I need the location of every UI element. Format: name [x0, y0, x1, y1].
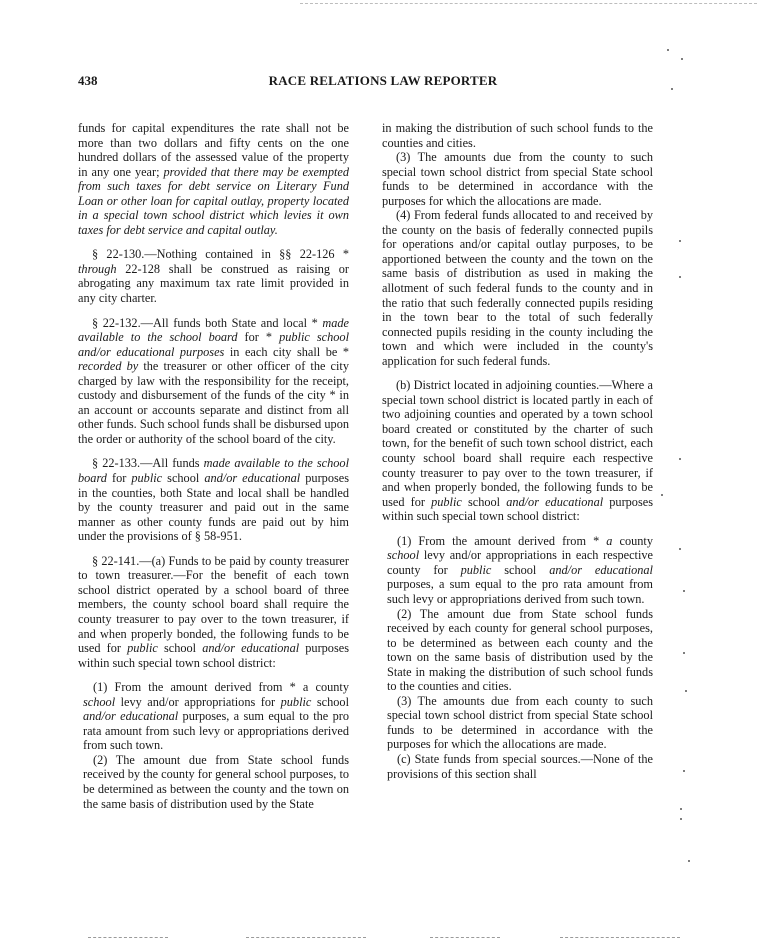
right-column	[382, 121, 653, 781]
scan-speck	[683, 652, 685, 654]
scan-speck	[683, 770, 685, 772]
paragraph-b: (b) District located in adjoining counties.—Where a special town school district is located partly in each of two adjoining counties and operated by a town school board created or constituted by the charter of such town, for the benefit of such town school district, each county school board shall require each respective county treasurer to pay over to the town treasurer, if and when properly bonded, the following funds to be used for public school and/or educational purposes within such special town school district:	[382, 378, 653, 524]
subparagraph: (1) From the amount derived from * a county school levy and/or appropriations in each respective county for public school and/or educational purposes, a sum equal to the pro rata amount from such levy or appropriations derived from such town.	[387, 533, 653, 606]
scan-edge-dash	[300, 3, 757, 4]
page-number: 438	[78, 73, 98, 88]
scan-speck	[671, 88, 673, 90]
scan-edge-dash	[560, 937, 680, 939]
scan-edge-dash	[430, 937, 500, 939]
subparagraph: (2) The amount due from State school funds received by the county for general school purposes, to be determined as between the county and the town on the same basis of distribution used by the State	[83, 752, 350, 811]
subparagraph: (4) From federal funds allocated to and received by the county on the basis of federally connected pupils for operations and/or capital outlay purposes, to be apportioned between the county and the town on the same basis of distribution as used in making the allotment of such federal funds to the county and in the ratio that such federally connected pupils residing in the town bear to the total of such federally connected pupils residing in the county including the town and which were included in the county's application for such federal funds.	[382, 208, 653, 368]
running-head: RACE RELATIONS LAW REPORTER	[268, 73, 498, 88]
left-column	[78, 121, 349, 811]
subparagraph: (2) The amount due from State school funds received by each county for general school purposes, to be determined as between each county and the town on the same basis of distribution used by the State in making the distribution of such school funds to the counties and cities.	[387, 606, 653, 694]
scan-speck	[679, 240, 681, 242]
scan-speck	[688, 860, 690, 862]
paragraph: funds for capital expenditures the rate shall not be more than two dollars and fifty cents on the one hundred dollars of the assessed value of the property in any one year; provided that there may be exempted from such taxes for debt service on Literary Fund Loan or other loan for capital outlay, property located in a special town school district which levies it own taxes for debt service and capital outlay.	[78, 121, 349, 237]
scan-speck	[680, 808, 682, 810]
page-header	[78, 73, 688, 91]
scan-speck	[679, 548, 681, 550]
section-22-132: § 22-132.—All funds both State and local * made available to the school board for * public school and/or educational purposes in each city shall be * recorded by the treasurer or other officer of the city charged by law with the responsibility for the receipt, custody and disbursement of the funds of the city * in an account or accounts separate and distinct from all other funds. Such school funds shall be disbursed upon the order or authority of the school board of the city.	[78, 315, 349, 446]
scan-speck	[683, 590, 685, 592]
scan-speck	[679, 276, 681, 278]
scan-speck	[685, 690, 687, 692]
paragraph-c: (c) State funds from special sources.—None of the provisions of this section shall	[387, 751, 653, 781]
scan-edge-dash	[88, 937, 168, 939]
scan-speck	[667, 49, 669, 51]
subparagraph: (3) The amounts due from each county to such special town school district from special State school funds to be determined in accordance with the purposes for which the allocations are made.	[387, 693, 653, 752]
scan-speck	[680, 818, 682, 820]
section-22-133: § 22-133.—All funds made available to the school board for public school and/or educational purposes in the counties, both State and local shall be handled by the county treasurer and paid out in the same manner as other county funds are paid out by him under the provisions of § 58-951.	[78, 456, 350, 544]
section-22-141: § 22-141.—(a) Funds to be paid by county treasurer to town treasurer.—For the benefit of each town school district operated by a school board of three members, the county school board shall require the county treasurer to pay over to the town treasurer, if and when properly bonded, the following funds to be used for public school and/or educational purposes within such special town school district:	[78, 553, 349, 670]
scan-speck	[661, 494, 663, 496]
paragraph: in making the distribution of such school funds to the counties and cities.	[382, 121, 653, 150]
section-22-130: § 22-130.—Nothing contained in §§ 22-126 * through 22-128 shall be construed as raising or abrogating any maximum tax rate limit provided in any city charter.	[78, 247, 349, 306]
scan-edge-dash	[246, 937, 366, 939]
scan-speck	[679, 458, 681, 460]
scan-speck	[681, 58, 683, 60]
subparagraph: (3) The amounts due from the county to such special town school district from special State school funds to be determined in accordance with the purposes for which the allocations are made.	[382, 150, 653, 208]
subparagraph: (1) From the amount derived from * a county school levy and/or appropriations for public school and/or educational purposes, a sum equal to the pro rata amount from such levy or appropriations derived from such town.	[83, 680, 349, 753]
